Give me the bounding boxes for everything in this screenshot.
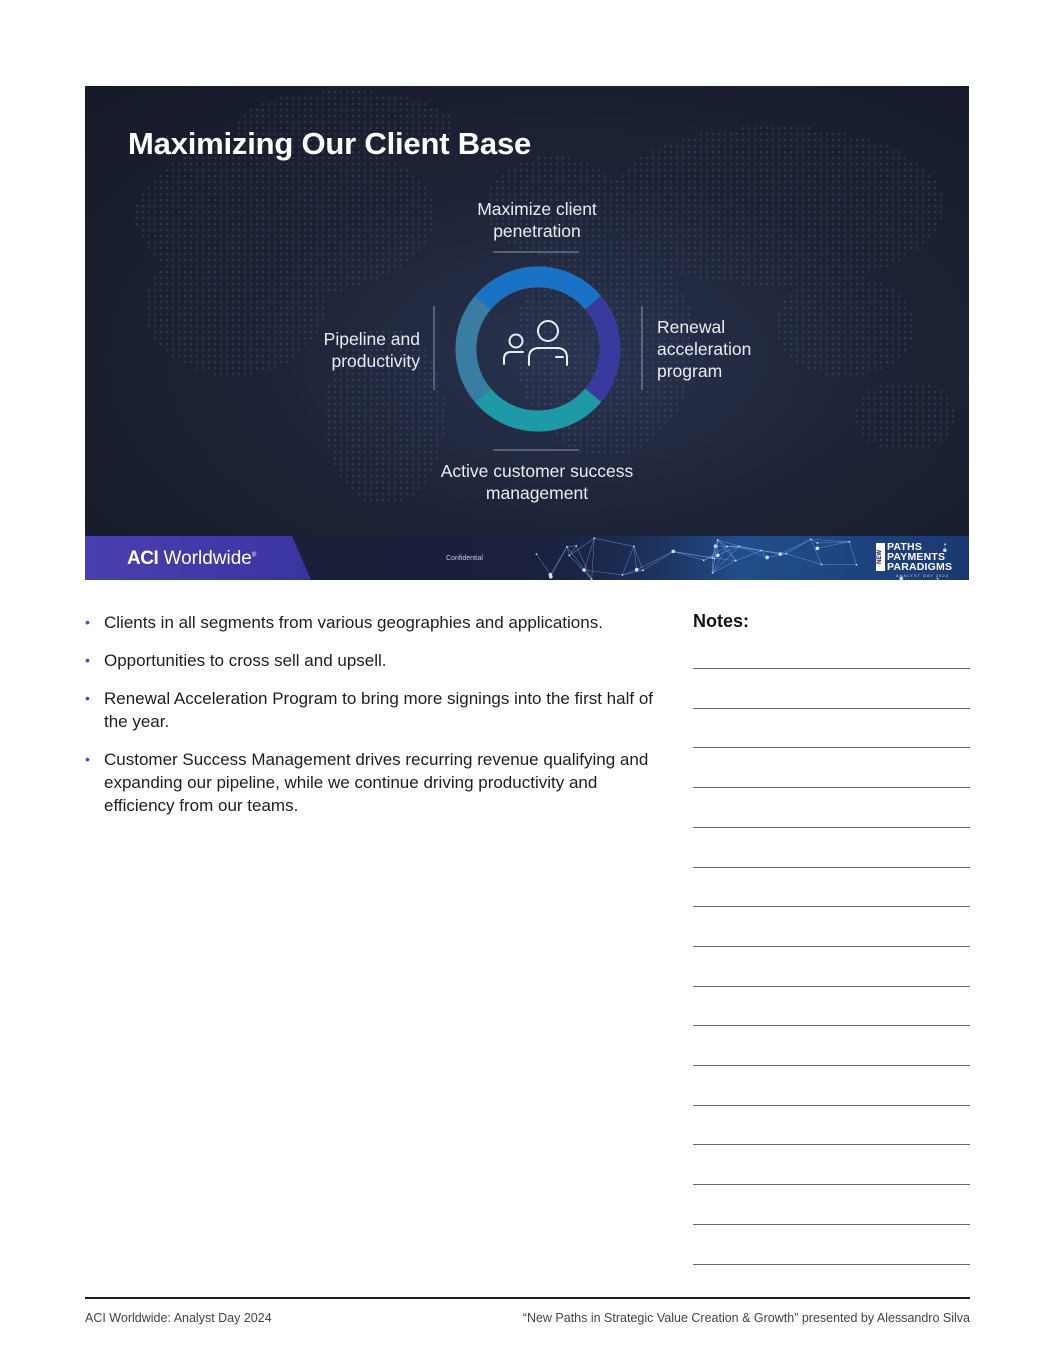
ring-segment-left <box>466 303 483 396</box>
note-line <box>693 1065 970 1066</box>
people-icon <box>504 321 567 365</box>
notes-heading: Notes: <box>693 611 750 631</box>
bullet-dot-icon: • <box>85 751 90 767</box>
footer-rule <box>85 1297 970 1299</box>
note-line <box>693 946 970 947</box>
note-line <box>693 1264 970 1265</box>
note-line <box>693 1224 970 1225</box>
note-line <box>693 827 970 828</box>
note-line <box>693 906 970 907</box>
bullet-dot-icon: • <box>85 614 90 630</box>
label-maximize-client-penetration: Maximize client penetration <box>477 199 597 241</box>
footer-presentation-credit: “New Paths in Strategic Value Creation & Growth” presented by Alessandro Silva <box>522 1311 970 1325</box>
label-customer-success: Active customer success management <box>440 461 634 503</box>
ring-segment-right <box>593 303 610 396</box>
footer-event-name: ACI Worldwide: Analyst Day 2024 <box>85 1311 272 1325</box>
analyst-day-logo: NEW PATHS PAYMENTS PARADIGMS ANALYST DAY 2024 <box>877 541 953 578</box>
note-line <box>693 1025 970 1026</box>
bullet-dot-icon: • <box>85 690 90 706</box>
list-item: • Customer Success Management drives recurring revenue qualifying and expanding our pipeline, while we continue driving productivity and efficiency from our teams. <box>85 750 649 815</box>
note-line <box>693 668 970 669</box>
note-line <box>693 1105 970 1106</box>
label-pipeline-productivity: Pipeline and productivity <box>323 329 420 371</box>
note-line <box>693 867 970 868</box>
note-line <box>693 1144 970 1145</box>
bullet-dot-icon: • <box>85 652 90 668</box>
note-line <box>693 708 970 709</box>
list-item: • Clients in all segments from various geographies and applications. <box>85 613 603 632</box>
bullet-list <box>85 611 665 832</box>
slide-title: Maximizing Our Client Base <box>128 126 532 161</box>
list-item: • Renewal Acceleration Program to bring more signings into the first half of the year. <box>85 689 653 731</box>
client-base-diagram <box>85 86 969 580</box>
note-line <box>693 787 970 788</box>
note-line <box>693 1184 970 1185</box>
list-item: • Opportunities to cross sell and upsell. <box>85 651 387 670</box>
note-line <box>693 747 970 748</box>
aci-worldwide-logo: ACI Worldwide® <box>127 548 257 569</box>
ring-segment-bottom <box>483 395 593 421</box>
label-renewal-acceleration: Renewal acceleration program <box>657 317 752 381</box>
ring-segment-top <box>483 277 593 303</box>
confidential-label: Confidential <box>446 555 483 562</box>
note-line <box>693 986 970 987</box>
slide-image <box>85 86 969 580</box>
slide-footer-bar <box>85 536 969 580</box>
